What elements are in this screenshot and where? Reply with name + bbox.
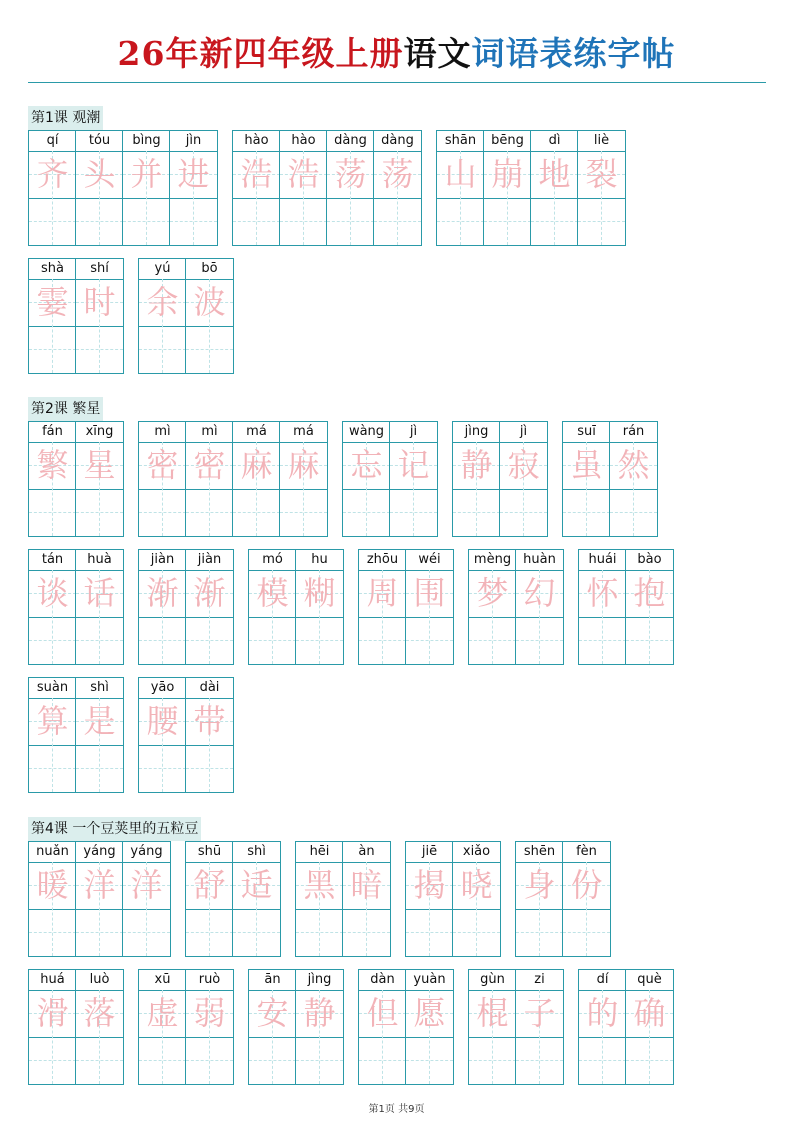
word-practice-grid [342,421,438,537]
pinyin-label: dì [548,133,561,148]
word-practice-grid [28,677,124,793]
pinyin-label: shì [90,680,109,695]
title-divider [28,82,766,83]
word-practice-grid [468,969,564,1085]
character-cell [469,550,516,664]
trace-character: 的 [586,994,619,1032]
character-cell [233,131,280,245]
character-cell [626,550,673,664]
trace-character: 落 [83,994,116,1032]
trace-character: 抱 [633,574,666,612]
trace-character: 晓 [460,866,493,904]
trace-character: 星 [83,446,116,484]
trace-character: 记 [397,446,430,484]
pinyin-label: tóu [88,133,111,148]
character-cell [296,550,343,664]
cell-divider [75,259,76,373]
pinyin-label: liè [593,133,610,148]
pinyin-label: dí [596,972,609,987]
trace-character: 腰 [146,702,179,740]
pinyin-label: shí [90,261,109,276]
trace-character: 霎 [36,283,69,321]
pinyin-label: nuǎn [36,844,69,859]
lesson-label: 第1课 观潮 [28,106,103,130]
pinyin-label: mèng [473,552,512,567]
cell-divider [515,550,516,664]
pinyin-label: bìng [132,133,161,148]
trace-character: 密 [146,446,179,484]
cell-divider [232,842,233,956]
cell-divider [185,550,186,664]
pinyin-label: xīng [85,424,114,439]
cell-divider [295,970,296,1084]
character-cell [76,422,123,536]
character-cell [280,422,327,536]
pinyin-label: jì [409,424,418,439]
character-cell [516,842,563,956]
cell-divider [75,678,76,792]
trace-character: 麻 [287,446,320,484]
character-cell [29,131,76,245]
character-cell [29,970,76,1084]
pinyin-label: mó [262,552,283,567]
trace-character: 身 [523,866,556,904]
character-cell [579,970,626,1084]
word-practice-grid [578,969,674,1085]
cell-divider [279,422,280,536]
pinyin-label: ruò [198,972,221,987]
trace-character: 浩 [287,155,320,193]
pinyin-label: ān [264,972,281,987]
trace-character: 滑 [36,994,69,1032]
cell-divider [405,970,406,1084]
pinyin-label: mì [201,424,218,439]
pinyin-label: dàn [370,972,395,987]
word-practice-grid [138,549,234,665]
trace-character: 虚 [146,994,179,1032]
pinyin-label: jì [519,424,528,439]
pinyin-label: jiàn [150,552,175,567]
cell-divider [232,422,233,536]
trace-character: 是 [83,702,116,740]
character-cell [186,422,233,536]
pinyin-label: hēi [309,844,330,859]
trace-character: 棍 [476,994,509,1032]
pinyin-label: zhōu [366,552,399,567]
cell-divider [483,131,484,245]
trace-character: 余 [146,283,179,321]
character-cell [233,842,280,956]
trace-character: 带 [193,702,226,740]
pinyin-label: suī [577,424,596,439]
trace-character: 围 [413,574,446,612]
cell-divider [625,970,626,1084]
trace-character: 但 [366,994,399,1032]
trace-character: 弱 [193,994,226,1032]
trace-character: 确 [633,994,666,1032]
pinyin-label: yáng [83,844,116,859]
character-cell [139,422,186,536]
trace-character: 算 [36,702,69,740]
cell-divider [185,259,186,373]
character-cell [296,842,343,956]
word-practice-grid [138,421,328,537]
cell-divider [577,131,578,245]
word-practice-grid [452,421,548,537]
trace-character: 幻 [523,574,556,612]
trace-character: 时 [83,283,116,321]
cell-divider [452,842,453,956]
pinyin-label: bō [201,261,218,276]
cell-divider [373,131,374,245]
character-cell [469,970,516,1084]
pinyin-label: jìn [185,133,202,148]
pinyin-label: jiàn [197,552,222,567]
pinyin-label: tán [41,552,64,567]
word-practice-grid [28,421,124,537]
pinyin-label: fèn [576,844,597,859]
character-cell [249,550,296,664]
trace-character: 安 [256,994,289,1032]
character-cell [531,131,578,245]
trace-character: 静 [303,994,336,1032]
pinyin-label: hào [244,133,269,148]
pinyin-label: hu [311,552,328,567]
trace-character: 虽 [570,446,603,484]
pinyin-label: jìng [307,972,332,987]
character-cell [626,970,673,1084]
trace-character: 黑 [303,866,336,904]
word-practice-grid [138,258,234,374]
title-part-grade: 26年新四年级上册 [117,34,404,73]
character-cell [76,678,123,792]
cell-divider [625,550,626,664]
character-cell [76,259,123,373]
trace-character: 话 [83,574,116,612]
character-cell [29,259,76,373]
trace-character: 份 [570,866,603,904]
trace-character: 谈 [36,574,69,612]
cell-divider [295,550,296,664]
cell-divider [75,970,76,1084]
trace-character: 崩 [491,155,524,193]
character-cell [516,970,563,1084]
trace-character: 洋 [83,866,116,904]
word-practice-grid [232,130,422,246]
pinyin-label: bào [637,552,662,567]
trace-character: 山 [444,155,477,193]
trace-character: 寂 [507,446,540,484]
character-cell [76,131,123,245]
word-practice-grid [28,549,124,665]
pinyin-label: mì [154,424,171,439]
character-cell [186,678,233,792]
character-cell [29,678,76,792]
pinyin-label: jiē [421,844,438,859]
pinyin-label: huái [588,552,617,567]
character-cell [406,550,453,664]
trace-character: 密 [193,446,226,484]
trace-character: 忘 [350,446,383,484]
character-cell [280,131,327,245]
cell-divider [75,842,76,956]
pinyin-label: huá [40,972,65,987]
character-cell [186,550,233,664]
pinyin-label: yáng [130,844,163,859]
trace-character: 暖 [36,866,69,904]
trace-character: 头 [83,155,116,193]
character-cell [406,970,453,1084]
word-practice-grid [28,130,218,246]
pinyin-label: dàng [334,133,367,148]
pinyin-label: zi [534,972,545,987]
page-footer: 第1页 共9页 [368,1104,425,1115]
character-cell [139,678,186,792]
pinyin-label: má [246,424,267,439]
pinyin-label: jìng [464,424,489,439]
trace-character: 糊 [303,574,336,612]
character-cell [296,970,343,1084]
title-part-booklet: 词语表练字帖 [471,34,676,73]
pinyin-label: què [637,972,662,987]
word-practice-grid [185,841,281,957]
character-cell [123,131,170,245]
trace-character: 渐 [146,574,179,612]
cell-divider [185,422,186,536]
trace-character: 愿 [413,994,446,1032]
pinyin-label: gùn [480,972,505,987]
character-cell [186,259,233,373]
character-cell [390,422,437,536]
character-cell [29,550,76,664]
character-cell [76,970,123,1084]
character-cell [453,422,500,536]
trace-character: 浩 [240,155,273,193]
trace-character: 裂 [585,155,618,193]
pinyin-label: dài [199,680,220,695]
word-practice-grid [28,841,171,957]
cell-divider [169,131,170,245]
pinyin-label: xū [154,972,171,987]
trace-character: 周 [366,574,399,612]
pinyin-label: yú [154,261,171,276]
pinyin-label: shì [247,844,266,859]
word-practice-grid [405,841,501,957]
character-cell [359,550,406,664]
trace-character: 波 [193,283,226,321]
pinyin-label: qí [46,133,59,148]
trace-character: 麻 [240,446,273,484]
trace-character: 洋 [130,866,163,904]
word-practice-grid [138,969,234,1085]
character-cell [327,131,374,245]
character-cell [123,842,170,956]
trace-character: 子 [523,994,556,1032]
character-cell [343,842,390,956]
character-cell [500,422,547,536]
pinyin-label: yāo [150,680,175,695]
character-cell [170,131,217,245]
word-practice-grid [248,549,344,665]
trace-character: 进 [177,155,210,193]
cell-divider [530,131,531,245]
trace-character: 适 [240,866,273,904]
cell-divider [75,550,76,664]
cell-divider [342,842,343,956]
character-cell [233,422,280,536]
pinyin-label: rán [622,424,645,439]
character-cell [563,422,610,536]
word-practice-grid [248,969,344,1085]
cell-divider [499,422,500,536]
cell-divider [389,422,390,536]
pinyin-label: fán [42,424,63,439]
character-cell [579,550,626,664]
word-practice-grid [138,677,234,793]
character-cell [76,842,123,956]
pinyin-label: luò [89,972,110,987]
trace-character: 然 [617,446,650,484]
trace-character: 荡 [381,155,414,193]
cell-divider [562,842,563,956]
pinyin-label: àn [358,844,375,859]
trace-character: 梦 [476,574,509,612]
trace-character: 舒 [193,866,226,904]
pinyin-label: shēn [523,844,556,859]
pinyin-label: xiǎo [462,844,491,859]
pinyin-label: shān [444,133,477,148]
trace-character: 怀 [586,574,619,612]
word-practice-grid [578,549,674,665]
cell-divider [405,550,406,664]
pinyin-label: má [293,424,314,439]
trace-character: 荡 [334,155,367,193]
word-practice-grid [28,969,124,1085]
pinyin-label: hào [291,133,316,148]
character-cell [516,550,563,664]
pinyin-label: shà [41,261,64,276]
word-practice-grid [436,130,626,246]
pinyin-label: wéi [418,552,441,567]
character-cell [249,970,296,1084]
character-cell [139,970,186,1084]
cell-divider [75,422,76,536]
cell-divider [326,131,327,245]
trace-character: 静 [460,446,493,484]
character-cell [343,422,390,536]
cell-divider [515,970,516,1084]
trace-character: 地 [538,155,571,193]
cell-divider [75,131,76,245]
trace-character: 揭 [413,866,446,904]
trace-character: 并 [130,155,163,193]
character-cell [610,422,657,536]
word-practice-grid [295,841,391,957]
trace-character: 模 [256,574,289,612]
pinyin-label: yuàn [413,972,446,987]
pinyin-label: suàn [36,680,69,695]
character-cell [76,550,123,664]
trace-character: 齐 [36,155,69,193]
pinyin-label: wàng [348,424,385,439]
character-cell [437,131,484,245]
pinyin-label: bēng [491,133,524,148]
character-cell [563,842,610,956]
word-practice-grid [358,969,454,1085]
cell-divider [609,422,610,536]
character-cell [139,550,186,664]
title-part-subject: 语文 [403,34,472,73]
character-cell [578,131,625,245]
cell-divider [185,970,186,1084]
trace-character: 繁 [36,446,69,484]
lesson-label: 第2课 繁星 [28,397,103,421]
character-cell [139,259,186,373]
cell-divider [122,842,123,956]
character-cell [29,422,76,536]
character-cell [186,842,233,956]
cell-divider [122,131,123,245]
character-cell [359,970,406,1084]
page-title [0,32,793,76]
lesson-label: 第4课 一个豆荚里的五粒豆 [28,817,201,841]
pinyin-label: huà [87,552,112,567]
word-practice-grid [515,841,611,957]
character-cell [453,842,500,956]
word-practice-grid [358,549,454,665]
character-cell [484,131,531,245]
word-practice-grid [562,421,658,537]
character-cell [186,970,233,1084]
character-cell [29,842,76,956]
trace-character: 渐 [193,574,226,612]
cell-divider [279,131,280,245]
character-cell [406,842,453,956]
character-cell [374,131,421,245]
cell-divider [185,678,186,792]
trace-character: 暗 [350,866,383,904]
pinyin-label: dàng [381,133,414,148]
word-practice-grid [28,258,124,374]
pinyin-label: shū [197,844,222,859]
pinyin-label: huàn [523,552,556,567]
word-practice-grid [468,549,564,665]
